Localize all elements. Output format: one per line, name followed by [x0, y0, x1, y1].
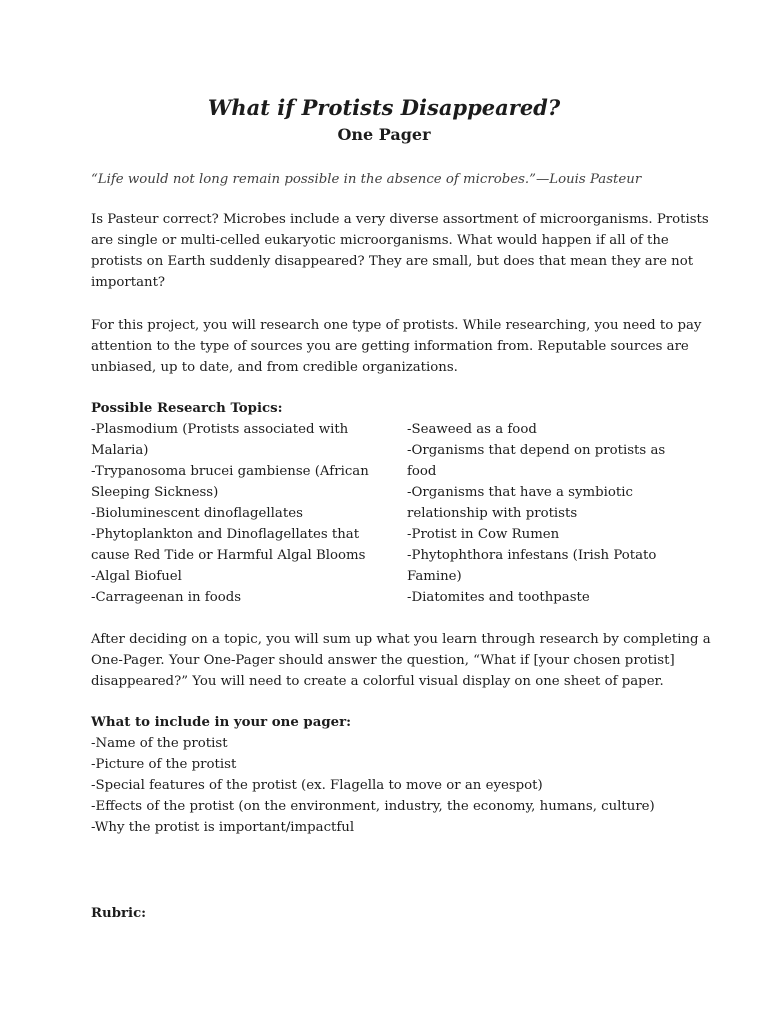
project-line: attention to the type of sources you are getting information from. Reputable sources are	[91, 339, 689, 354]
topic-line: -Algal Biofuel	[91, 569, 182, 584]
topics-right-column	[407, 419, 682, 608]
page-subtitle: One Pager	[337, 125, 431, 144]
topic-line: Sleeping Sickness)	[91, 485, 219, 500]
pasteur-quote: “Life would not long remain possible in the absence of microbes.”—Louis Pasteur	[91, 172, 642, 187]
page-title: What if Protists Disappeared?	[207, 95, 561, 120]
topic-line: -Trypanosoma brucei gambiense (African	[91, 464, 369, 479]
topic-line: Famine)	[407, 569, 462, 584]
topic-line: -Organisms that have a symbiotic	[407, 485, 633, 500]
topic-line: -Seaweed as a food	[407, 422, 537, 437]
include-list	[91, 733, 655, 838]
topics-left-column	[91, 419, 381, 608]
topic-line: -Organisms that depend on protists as	[407, 443, 666, 458]
include-item: -Picture of the protist	[91, 757, 237, 772]
intro-line: important?	[91, 275, 166, 290]
topic-line: -Bioluminescent dinoflagellates	[91, 506, 303, 521]
topic-line: -Carrageenan in foods	[91, 590, 242, 605]
rubric-heading: Rubric:	[91, 906, 147, 921]
topic-line: -Phytophthora infestans (Irish Potato	[407, 548, 657, 563]
instructions-paragraph	[91, 629, 711, 692]
topic-line: -Plasmodium (Protists associated with	[91, 422, 349, 437]
topic-line: -Protist in Cow Rumen	[407, 527, 560, 542]
include-heading: What to include in your one pager:	[91, 715, 352, 730]
project-paragraph	[91, 315, 702, 378]
intro-line: protists on Earth suddenly disappeared? They are small, but does that mean they are not	[91, 254, 694, 269]
project-line: unbiased, up to date, and from credible organizations.	[91, 360, 458, 375]
include-item: -Special features of the protist (ex. Flagella to move or an eyespot)	[91, 778, 543, 793]
topic-line: relationship with protists	[407, 506, 578, 521]
intro-line: are single or multi-celled eukaryotic microorganisms. What would happen if all of the	[91, 233, 669, 248]
project-line: For this project, you will research one type of protists. While researching, you need to pay	[91, 318, 702, 333]
intro-line: Is Pasteur correct? Microbes include a very diverse assortment of microorganisms. Protists	[91, 212, 709, 227]
instructions-line: After deciding on a topic, you will sum up what you learn through research by completing a	[91, 632, 711, 647]
intro-paragraph	[91, 209, 709, 293]
include-item: -Why the protist is important/impactful	[91, 820, 355, 835]
include-item: -Effects of the protist (on the environment, industry, the economy, humans, culture)	[91, 799, 655, 814]
topic-line: food	[407, 464, 437, 479]
instructions-line: disappeared?” You will need to create a colorful visual display on one sheet of paper.	[91, 674, 664, 689]
topic-line: -Phytoplankton and Dinoflagellates that	[91, 527, 360, 542]
topic-line: cause Red Tide or Harmful Algal Blooms	[91, 548, 366, 563]
include-item: -Name of the protist	[91, 736, 228, 751]
topic-line: Malaria)	[91, 443, 149, 458]
instructions-line: One-Pager. Your One-Pager should answer the question, “What if [your chosen protist]	[91, 653, 675, 668]
topics-heading: Possible Research Topics:	[91, 401, 283, 416]
topic-line: -Diatomites and toothpaste	[407, 590, 590, 605]
